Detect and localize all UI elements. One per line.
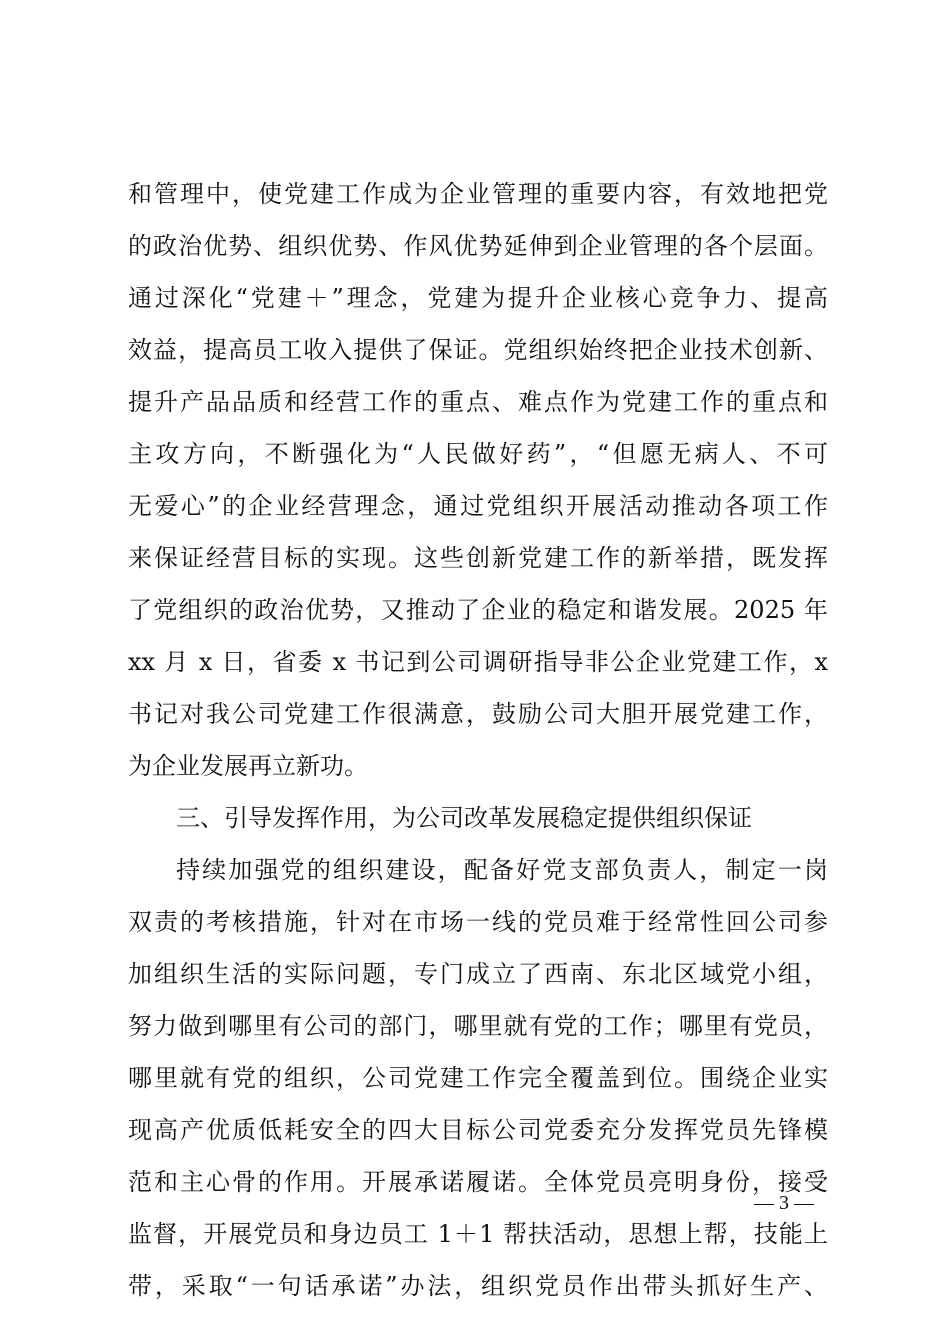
paragraph-line: 效益，提高员工收入提供了保证。党组织始终把企业技术创新、 (128, 336, 828, 364)
paragraph-line: 带，采取“一句话承诺”办法，组织党员作出带头抓好生产、 (128, 1272, 828, 1300)
paragraph-line: 无爱心”的企业经营理念，通过党组织开展活动推动各项工作 (128, 492, 828, 520)
paragraph-line: 来保证经营目标的实现。这些创新党建工作的新举措，既发挥 (128, 544, 828, 572)
paragraph-line: 加组织生活的实际问题，专门成立了西南、东北区域党小组， (128, 960, 828, 988)
paragraph-line: 的政治优势、组织优势、作风优势延伸到企业管理的各个层面。 (128, 232, 828, 260)
paragraph-line: 了党组织的政治优势，又推动了企业的稳定和谐发展。2025 年 (128, 596, 828, 624)
paragraph-line: 提升产品品质和经营工作的重点、难点作为党建工作的重点和 (128, 388, 828, 416)
paragraph-line: 主攻方向，不断强化为“人民做好药”，“但愿无病人、不可 (128, 440, 828, 468)
paragraph-line: 努力做到哪里有公司的部门，哪里就有党的工作；哪里有党员， (128, 1012, 828, 1040)
paragraph-line: 双责的考核措施，针对在市场一线的党员难于经常性回公司参 (128, 908, 828, 936)
paragraph-line: 和管理中，使党建工作成为企业管理的重要内容，有效地把党 (128, 180, 828, 208)
page-number: — 3 — (754, 1192, 814, 1214)
paragraph-line: xx 月 x 日，省委 x 书记到公司调研指导非公企业党建工作，x (128, 648, 828, 676)
paragraph-line: 哪里就有党的组织，公司党建工作完全覆盖到位。围绕企业实 (128, 1064, 828, 1092)
paragraph-line: 范和主心骨的作用。开展承诺履诺。全体党员亮明身份，接受 (128, 1168, 828, 1196)
paragraph-line: 书记对我公司党建工作很满意，鼓励公司大胆开展党建工作， (128, 700, 828, 728)
body-text (128, 168, 828, 1312)
paragraph-line: 为企业发展再立新功。 (128, 752, 368, 780)
paragraph-line: 现高产优质低耗安全的四大目标公司党委充分发挥党员先锋模 (128, 1116, 828, 1144)
section-heading: 三、引导发挥作用，为公司改革发展稳定提供组织保证 (176, 804, 752, 832)
paragraph-line: 通过深化“党建＋”理念，党建为提升企业核心竞争力、提高 (128, 284, 828, 312)
paragraph-line: 监督，开展党员和身边员工 1＋1 帮扶活动，思想上帮，技能上 (128, 1220, 828, 1248)
paragraph-line: 持续加强党的组织建设，配备好党支部负责人，制定一岗 (176, 856, 828, 884)
